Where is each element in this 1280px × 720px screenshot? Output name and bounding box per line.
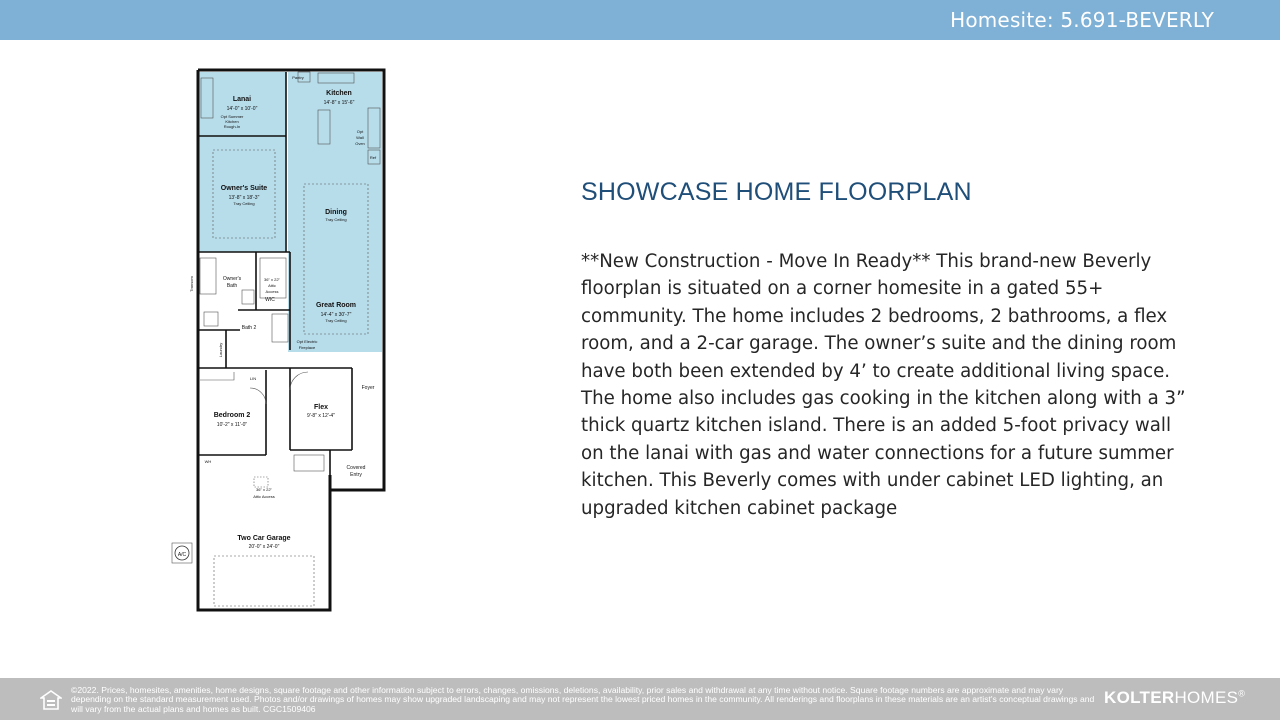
svg-text:Bath 2: Bath 2 [241,325,257,331]
owners-suite-area [199,136,285,252]
svg-text:Ref: Ref [369,155,377,160]
svg-text:LIN: LIN [249,376,257,381]
page-title: SHOWCASE HOME FLOORPLAN [581,178,972,206]
description-text: **New Construction - Move In Ready** This brand-new Beverly floorplan is situated on a corner homesite in a gated 55+ community. The home includes 2 bedrooms, 2 bathrooms, a flex room, and a 2-car garage. The owner’s suite and the dining room have both been extended by 4’ to create additional living space. The home also includes gas cooking in the kitchen along with a 3” thick quartz kitchen island. There is an added 5-foot privacy wall on the lanai with gas and water connections for a future summer kitchen. This Beverly comes with under cabinet LED lighting, an upgraded kitchen cabinet package [581,251,1186,519]
svg-text:Rough-In: Rough-In [223,124,241,129]
svg-text:Attic: Attic [268,283,276,288]
svg-text:Tray Ceiling: Tray Ceiling [233,201,255,206]
svg-text:Foyer: Foyer [361,385,375,391]
lanai-label: Lanai [232,96,252,103]
svg-text:Attic Access: Attic Access [253,494,275,499]
svg-text:WIC: WIC [265,297,275,303]
svg-text:Entry: Entry [350,472,362,478]
equal-housing-icon [40,690,62,710]
svg-text:10'-2" x 11'-0": 10'-2" x 11'-0" [216,422,248,428]
svg-text:Opt: Opt [356,129,364,134]
svg-text:Transom: Transom [189,276,194,292]
svg-text:WH: WH [204,459,212,464]
svg-text:Bath: Bath [226,283,238,289]
svg-text:Laundry: Laundry [218,342,223,358]
svg-text:Tray Ceiling: Tray Ceiling [325,217,347,222]
svg-text:Wall: Wall [356,135,364,140]
svg-text:A/C: A/C [177,552,187,558]
svg-text:Fireplace: Fireplace [298,345,316,350]
svg-text:14'-0" x 10'-0": 14'-0" x 10'-0" [226,106,258,112]
svg-text:14'-4" x 30'-7": 14'-4" x 30'-7" [320,312,352,318]
svg-text:14'-8" x 15'-6": 14'-8" x 15'-6" [323,100,355,106]
homesite-label: Homesite: 5.691-BEVERLY [950,8,1214,32]
great-room-label: Great Room [315,302,357,309]
svg-text:Kitchen: Kitchen [225,119,239,124]
kolter-homes-logo: KOLTERHOMES® [1104,688,1246,707]
owners-suite-label: Owner's Suite [220,185,268,192]
svg-text:Pantry: Pantry [292,75,304,80]
svg-text:9'-8" x 12'-4": 9'-8" x 12'-4" [307,413,335,419]
svg-text:Tray Ceiling: Tray Ceiling [325,318,347,323]
footer-disclaimer: ©2022. Prices, homesites, amenities, home designs, square footage and other information subject to errors, changes, omissions, deletions, availability, prior sales and withdrawal at any time without notice. Square footage numbers are approximate and may vary depending on the standard measurement used. Photos and/or drawings of homes may show upgraded landscaping and may not represent the lowest priced homes in the community. All renderings and floorplans in these materials are an artist's conceptual drawings and will vary from the actual plans and homes as built. CGC1509406 [71,685,1095,714]
svg-text:Oven: Oven [355,141,365,146]
svg-text:36" x 22": 36" x 22" [256,487,272,492]
svg-text:Opt Electric: Opt Electric [296,339,318,344]
bedroom2-label: Bedroom 2 [213,412,251,419]
dining-label: Dining [325,209,347,216]
lanai-area [199,72,286,138]
kitchen-label: Kitchen [326,90,352,97]
svg-text:Access: Access [265,289,279,294]
svg-text:Owner's: Owner's [222,276,242,282]
svg-text:Covered: Covered [346,465,366,471]
garage-label: Two Car Garage [237,535,291,542]
svg-text:13'-8" x 18'-3": 13'-8" x 18'-3" [228,195,260,201]
flex-label: Flex [313,404,329,411]
svg-text:20'-0" x 24'-0": 20'-0" x 24'-0" [248,544,280,550]
svg-text:Opt Summer: Opt Summer [220,114,244,119]
header-bar [0,0,1280,40]
svg-text:36" x 22": 36" x 22" [264,277,280,282]
floorplan [160,62,400,618]
